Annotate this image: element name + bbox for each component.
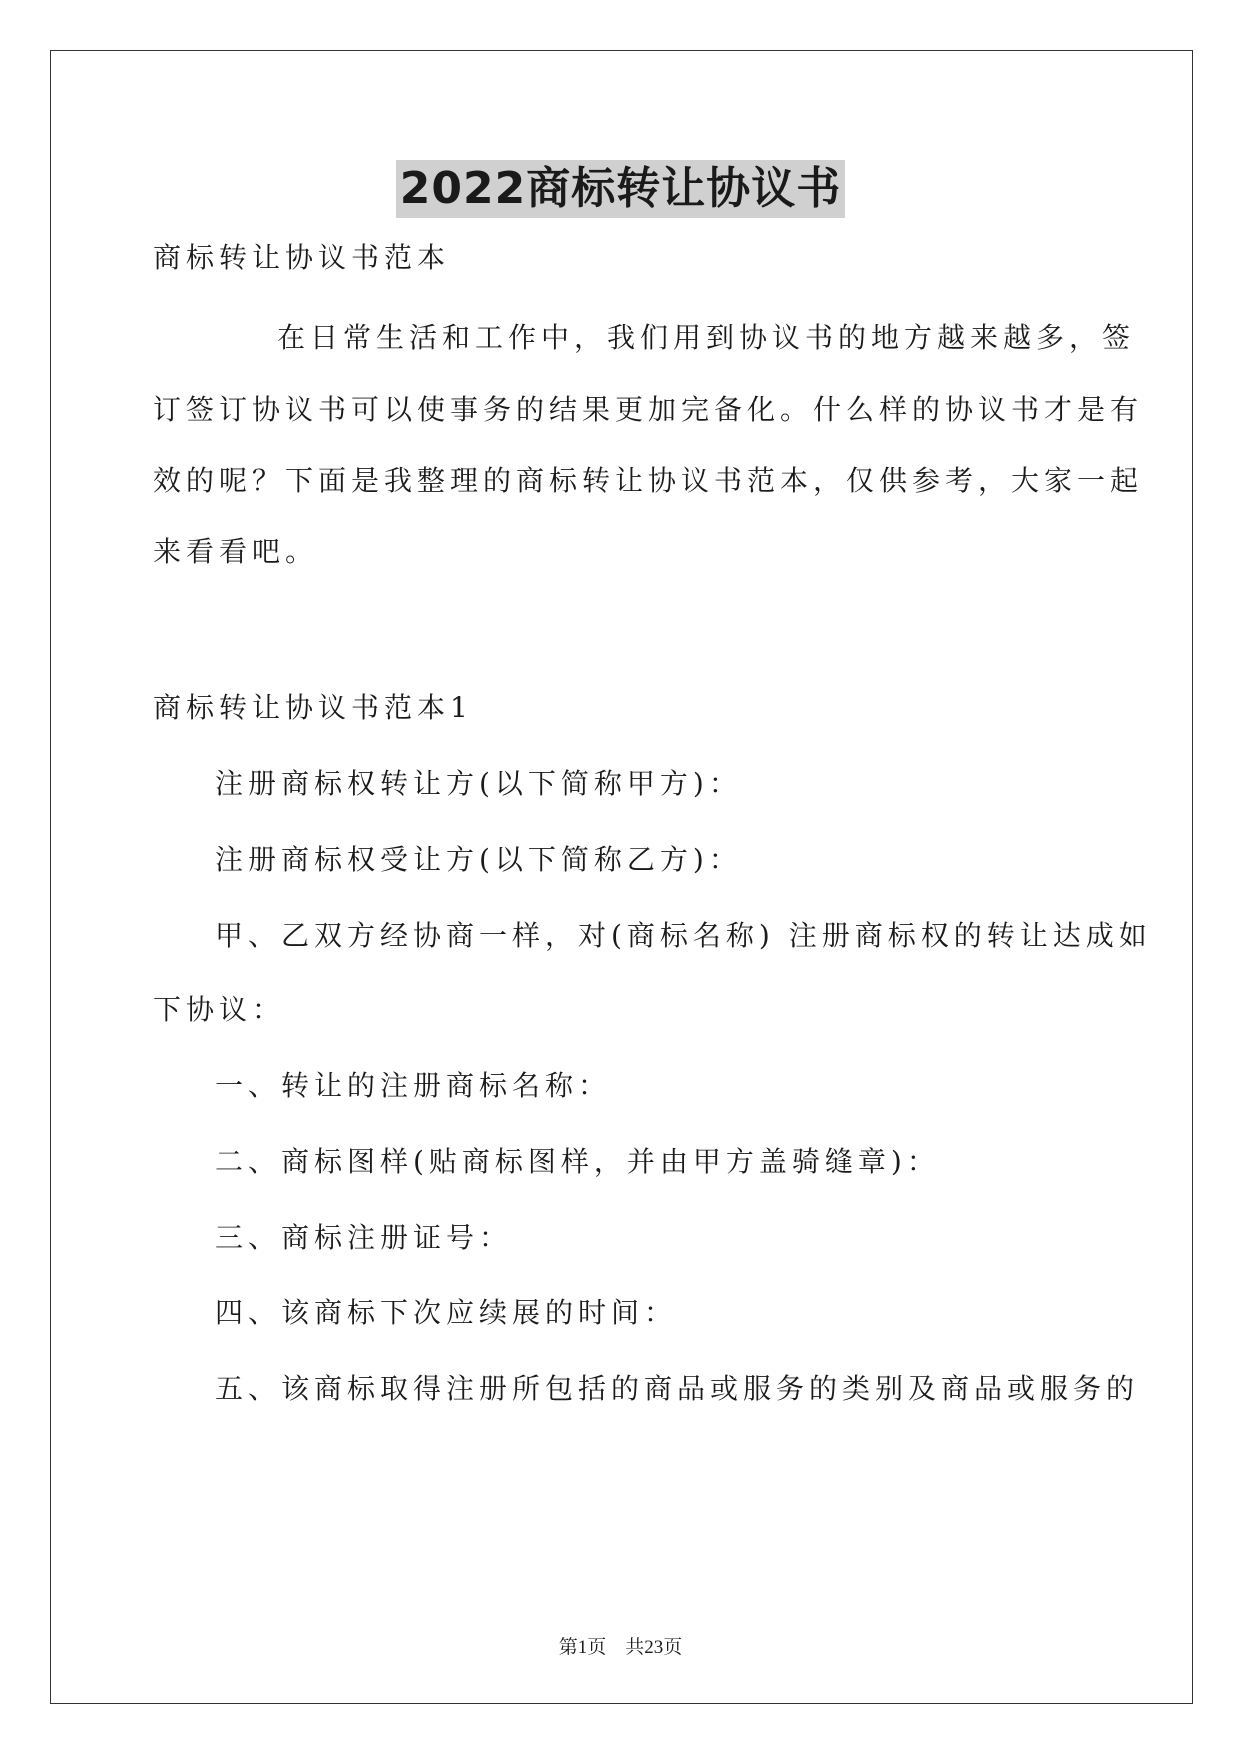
- clause-line: 三、商标注册证号：: [215, 1221, 513, 1254]
- section-heading: 商标转让协议书范本1: [153, 691, 473, 724]
- document-title-wrap: [0, 160, 1241, 218]
- clause-line: 四、该商标下次应续展的时间：: [215, 1296, 678, 1329]
- clause-line: 甲、乙双方经协商一样，对(商标名称) 注册商标权的转让达成如: [215, 919, 1152, 952]
- clause-line: 一、转让的注册商标名称：: [215, 1069, 612, 1102]
- subtitle: 商标转让协议书范本: [153, 241, 451, 274]
- clause-line: 下协议：: [153, 993, 286, 1026]
- clause-line: 二、商标图样(贴商标图样，并由甲方盖骑缝章)：: [215, 1145, 940, 1178]
- clause-line: 注册商标权转让方(以下简称甲方)：: [215, 767, 742, 800]
- document-title: 2022商标转让协议书: [396, 160, 845, 218]
- intro-line: 订签订协议书可以使事务的结果更加完备化。什么样的协议书才是有: [153, 393, 1144, 426]
- intro-line: 来看看吧。: [153, 535, 319, 568]
- clause-line: 五、该商标取得注册所包括的商品或服务的类别及商品或服务的: [215, 1372, 1140, 1405]
- intro-line: 在日常生活和工作中，我们用到协议书的地方越来越多，签: [277, 321, 1136, 354]
- intro-line: 效的呢？下面是我整理的商标转让协议书范本，仅供参考，大家一起: [153, 464, 1144, 497]
- clause-line: 注册商标权受让方(以下简称乙方)：: [215, 843, 742, 876]
- page-number: 第1页 共23页: [558, 1637, 683, 1658]
